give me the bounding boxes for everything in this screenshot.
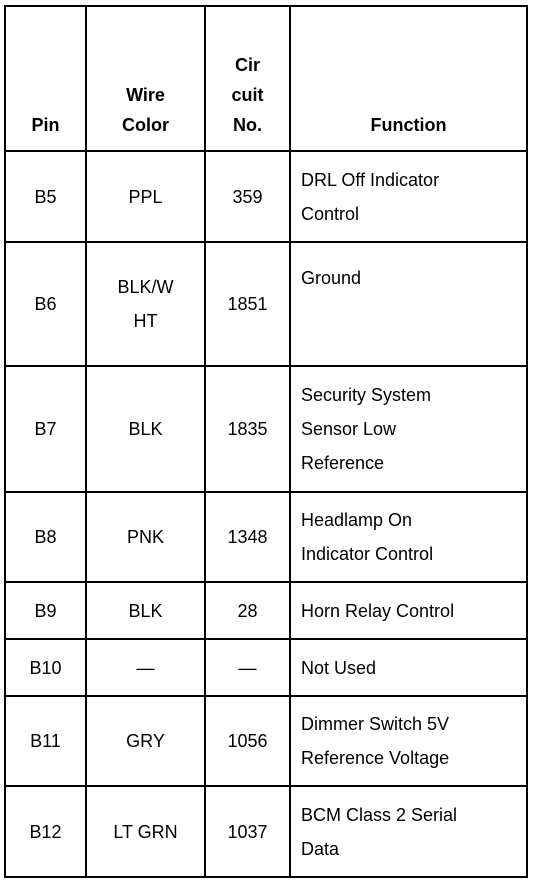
circuit-cell: — (205, 639, 290, 696)
wire-line: BLK (128, 419, 163, 439)
function-cell (290, 242, 527, 366)
function-line: BCM Class 2 Serial (301, 804, 458, 825)
header-circuit-line: No. (233, 115, 262, 135)
header-circuit-line: Cir (234, 55, 260, 75)
wire-color-cell (86, 366, 205, 492)
wire-color-cell (86, 242, 205, 366)
function-cell (290, 492, 527, 582)
header-wire-color-line: Color (122, 115, 169, 135)
table-row (5, 151, 527, 242)
pin-cell: B6 (5, 242, 86, 366)
wire-color-cell (86, 786, 205, 877)
wire-line: GRY (126, 731, 165, 751)
table-row (5, 242, 527, 366)
function-cell (290, 786, 527, 877)
function-cell (290, 639, 527, 696)
function-line: Not Used (301, 657, 377, 678)
wire-color-cell (86, 696, 205, 786)
table-row (5, 696, 527, 786)
pin-cell: B5 (5, 151, 86, 242)
header-wire-color-line: Wire (126, 85, 165, 105)
pin-cell: B10 (5, 639, 86, 696)
wire-line: BLK/W (117, 277, 174, 297)
table-row (5, 582, 527, 639)
function-line: Headlamp On (301, 510, 413, 530)
wire-color-cell (86, 639, 205, 696)
pin-cell: B8 (5, 492, 86, 582)
function-line: Dimmer Switch 5V (301, 714, 450, 734)
wire-color-cell (86, 582, 205, 639)
function-cell (290, 151, 527, 242)
table-header-row (5, 6, 527, 151)
wire-line: HT (133, 311, 158, 331)
circuit-cell: 1056 (205, 696, 290, 786)
wire-line: PPL (128, 186, 163, 207)
function-cell (290, 696, 527, 786)
header-function-label: Function (370, 115, 447, 135)
header-circuit-line: cuit (231, 85, 264, 105)
function-line: Indicator Control (301, 544, 434, 564)
table-row (5, 366, 527, 492)
function-cell (290, 366, 527, 492)
wire-color-cell (86, 492, 205, 582)
pin-cell: B9 (5, 582, 86, 639)
circuit-cell: 28 (205, 582, 290, 639)
function-line: Sensor Low (301, 419, 397, 439)
header-pin-label: Pin (31, 115, 60, 135)
wire-color-cell (86, 151, 205, 242)
function-line: Data (301, 838, 340, 859)
pin-cell: B12 (5, 786, 86, 877)
circuit-cell: 359 (205, 151, 290, 242)
header-wire-color (86, 6, 205, 151)
function-line: Reference (301, 453, 385, 473)
function-line: Reference Voltage (301, 748, 450, 768)
header-function (290, 6, 527, 151)
circuit-cell: 1835 (205, 366, 290, 492)
circuit-cell: 1037 (205, 786, 290, 877)
pin-cell: B7 (5, 366, 86, 492)
header-circuit-no (205, 6, 290, 151)
circuit-cell: 1348 (205, 492, 290, 582)
function-line: Ground (301, 268, 362, 288)
function-line: Horn Relay Control (301, 600, 455, 621)
table-row (5, 639, 527, 696)
wire-line: LT GRN (113, 821, 178, 842)
header-pin (5, 6, 86, 151)
function-cell (290, 582, 527, 639)
wire-line: BLK (128, 600, 163, 621)
function-line: DRL Off Indicator (301, 169, 440, 190)
table-row (5, 492, 527, 582)
wire-line: PNK (126, 527, 164, 547)
wire-line: — (136, 657, 155, 678)
circuit-cell: 1851 (205, 242, 290, 366)
function-line: Security System (301, 385, 432, 405)
function-line: Control (301, 203, 360, 224)
connector-pinout-table (4, 5, 528, 878)
pin-cell: B11 (5, 696, 86, 786)
table-row (5, 786, 527, 877)
